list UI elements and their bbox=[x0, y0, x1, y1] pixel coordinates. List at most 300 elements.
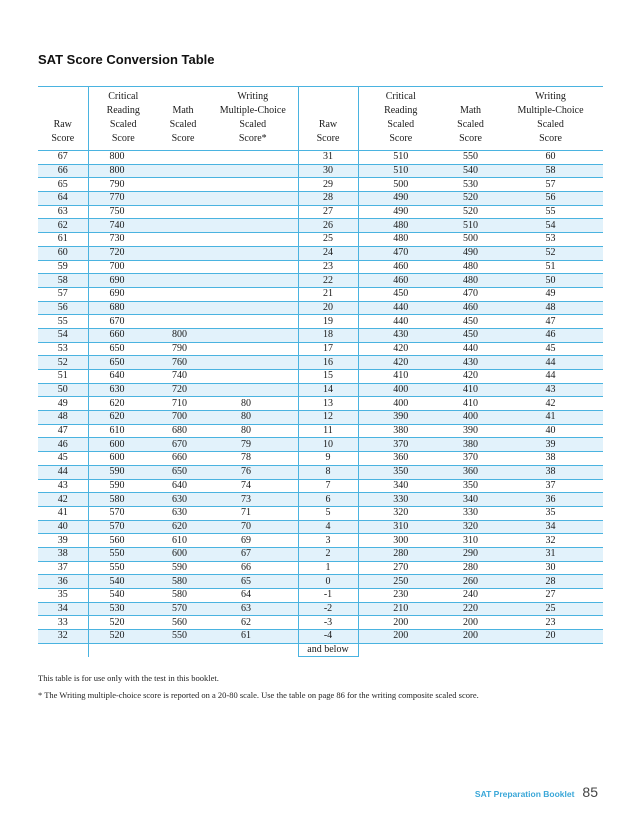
header-line: Raw bbox=[53, 119, 72, 130]
writing-score-cell: 78 bbox=[208, 452, 298, 466]
critical-reading-score-right-cell: 380 bbox=[358, 424, 443, 438]
raw-score-cell: 50 bbox=[38, 383, 88, 397]
raw-score-right-cell: 22 bbox=[298, 274, 358, 288]
header-line: Multiple-Choice bbox=[517, 105, 584, 116]
raw-score-cell: 43 bbox=[38, 479, 88, 493]
critical-reading-score-right-cell: 200 bbox=[358, 630, 443, 644]
writing-score-cell bbox=[208, 219, 298, 233]
writing-score-right-cell: 20 bbox=[498, 630, 603, 644]
writing-score-cell: 80 bbox=[208, 411, 298, 425]
writing-score-cell: 79 bbox=[208, 438, 298, 452]
raw-score-right-cell: 9 bbox=[298, 452, 358, 466]
math-score-cell: 580 bbox=[158, 575, 208, 589]
raw-score-cell: 32 bbox=[38, 630, 88, 644]
critical-reading-score-cell: 560 bbox=[88, 534, 158, 548]
math-score-right-cell: 340 bbox=[443, 493, 498, 507]
writing-score-cell: 64 bbox=[208, 589, 298, 603]
critical-reading-score-cell: 540 bbox=[88, 575, 158, 589]
raw-score-right-cell: 8 bbox=[298, 465, 358, 479]
writing-score-right-cell: 32 bbox=[498, 534, 603, 548]
math-score-right-cell: 280 bbox=[443, 561, 498, 575]
table-row bbox=[38, 506, 603, 520]
math-score-cell: 670 bbox=[158, 438, 208, 452]
raw-score-cell: 57 bbox=[38, 287, 88, 301]
critical-reading-score-cell: 800 bbox=[88, 151, 158, 165]
math-score-right-cell: 430 bbox=[443, 356, 498, 370]
math-score-cell bbox=[158, 164, 208, 178]
table-body bbox=[38, 151, 603, 657]
critical-reading-score-cell: 590 bbox=[88, 465, 158, 479]
critical-reading-score-cell: 790 bbox=[88, 178, 158, 192]
math-score-right-cell: 410 bbox=[443, 397, 498, 411]
header-writing bbox=[208, 87, 298, 151]
writing-score-cell bbox=[208, 287, 298, 301]
raw-score-cell: 51 bbox=[38, 370, 88, 384]
table-row bbox=[38, 246, 603, 260]
raw-score-right-cell: 29 bbox=[298, 178, 358, 192]
critical-reading-score-right-cell: 230 bbox=[358, 589, 443, 603]
header-line: Scaled bbox=[387, 119, 415, 130]
header-line: Score bbox=[111, 133, 135, 144]
table-row bbox=[38, 479, 603, 493]
table-row bbox=[38, 589, 603, 603]
writing-score-cell: 65 bbox=[208, 575, 298, 589]
critical-reading-score-right-cell: 470 bbox=[358, 246, 443, 260]
writing-score-cell bbox=[208, 315, 298, 329]
raw-score-right-cell: 30 bbox=[298, 164, 358, 178]
critical-reading-score-cell: 620 bbox=[88, 411, 158, 425]
math-score-right-cell: 200 bbox=[443, 616, 498, 630]
writing-score-right-cell: 51 bbox=[498, 260, 603, 274]
critical-reading-score-right-cell: 420 bbox=[358, 342, 443, 356]
writing-score-right-cell: 28 bbox=[498, 575, 603, 589]
table-row bbox=[38, 328, 603, 342]
raw-score-right-cell: 4 bbox=[298, 520, 358, 534]
writing-score-cell bbox=[208, 383, 298, 397]
raw-score-cell: 65 bbox=[38, 178, 88, 192]
critical-reading-score-cell: 530 bbox=[88, 602, 158, 616]
math-score-right-cell: 470 bbox=[443, 287, 498, 301]
table-row bbox=[38, 575, 603, 589]
critical-reading-score-right-cell: 480 bbox=[358, 233, 443, 247]
writing-score-right-cell: 36 bbox=[498, 493, 603, 507]
math-score-right-cell: 350 bbox=[443, 479, 498, 493]
writing-score-right-cell: 58 bbox=[498, 164, 603, 178]
raw-score-cell: 63 bbox=[38, 205, 88, 219]
header-line: Score bbox=[539, 133, 562, 144]
writing-score-cell: 80 bbox=[208, 424, 298, 438]
header-line: Scaled bbox=[169, 119, 197, 130]
empty-cell bbox=[88, 643, 158, 657]
table-row bbox=[38, 205, 603, 219]
critical-reading-score-cell: 570 bbox=[88, 520, 158, 534]
math-score-cell: 660 bbox=[158, 452, 208, 466]
header-writing-right bbox=[498, 87, 603, 151]
math-score-right-cell: 450 bbox=[443, 315, 498, 329]
raw-score-right-cell: 31 bbox=[298, 151, 358, 165]
table-row bbox=[38, 383, 603, 397]
table-row bbox=[38, 465, 603, 479]
table-row bbox=[38, 370, 603, 384]
writing-score-right-cell: 56 bbox=[498, 192, 603, 206]
math-score-cell bbox=[158, 260, 208, 274]
raw-score-cell: 35 bbox=[38, 589, 88, 603]
writing-score-right-cell: 50 bbox=[498, 274, 603, 288]
writing-score-right-cell: 44 bbox=[498, 356, 603, 370]
table-header-row bbox=[38, 87, 603, 151]
math-score-cell: 580 bbox=[158, 589, 208, 603]
table-row bbox=[38, 452, 603, 466]
math-score-right-cell: 460 bbox=[443, 301, 498, 315]
raw-score-right-cell: 21 bbox=[298, 287, 358, 301]
header-line: Math bbox=[459, 105, 482, 116]
writing-score-cell bbox=[208, 233, 298, 247]
writing-score-cell bbox=[208, 328, 298, 342]
math-score-right-cell: 360 bbox=[443, 465, 498, 479]
raw-score-cell: 60 bbox=[38, 246, 88, 260]
math-score-cell: 630 bbox=[158, 506, 208, 520]
writing-score-cell: 71 bbox=[208, 506, 298, 520]
raw-score-cell: 36 bbox=[38, 575, 88, 589]
writing-score-cell bbox=[208, 164, 298, 178]
math-score-right-cell: 310 bbox=[443, 534, 498, 548]
critical-reading-score-right-cell: 490 bbox=[358, 192, 443, 206]
critical-reading-score-cell: 600 bbox=[88, 438, 158, 452]
empty-cell bbox=[443, 643, 498, 657]
writing-score-right-cell: 37 bbox=[498, 479, 603, 493]
raw-score-right-cell: 12 bbox=[298, 411, 358, 425]
table-row bbox=[38, 534, 603, 548]
raw-score-cell: 42 bbox=[38, 493, 88, 507]
math-score-right-cell: 480 bbox=[443, 260, 498, 274]
raw-score-right-cell: 17 bbox=[298, 342, 358, 356]
critical-reading-score-right-cell: 250 bbox=[358, 575, 443, 589]
math-score-right-cell: 450 bbox=[443, 328, 498, 342]
raw-score-right-cell: 10 bbox=[298, 438, 358, 452]
math-score-cell bbox=[158, 301, 208, 315]
raw-score-cell: 59 bbox=[38, 260, 88, 274]
writing-score-cell bbox=[208, 151, 298, 165]
critical-reading-score-right-cell: 370 bbox=[358, 438, 443, 452]
critical-reading-score-right-cell: 460 bbox=[358, 274, 443, 288]
raw-score-right-cell: 25 bbox=[298, 233, 358, 247]
raw-score-cell: 55 bbox=[38, 315, 88, 329]
math-score-cell: 570 bbox=[158, 602, 208, 616]
math-score-cell: 680 bbox=[158, 424, 208, 438]
critical-reading-score-right-cell: 270 bbox=[358, 561, 443, 575]
critical-reading-score-cell: 700 bbox=[88, 260, 158, 274]
critical-reading-score-right-cell: 510 bbox=[358, 151, 443, 165]
table-row bbox=[38, 602, 603, 616]
writing-score-right-cell: 23 bbox=[498, 616, 603, 630]
empty-cell bbox=[358, 643, 443, 657]
critical-reading-score-cell: 680 bbox=[88, 301, 158, 315]
writing-score-right-cell: 35 bbox=[498, 506, 603, 520]
raw-score-right-cell: -3 bbox=[298, 616, 358, 630]
writing-score-cell: 74 bbox=[208, 479, 298, 493]
critical-reading-score-cell: 620 bbox=[88, 397, 158, 411]
raw-score-cell: 56 bbox=[38, 301, 88, 315]
math-score-cell: 800 bbox=[158, 328, 208, 342]
header-line: Critical bbox=[385, 91, 416, 102]
math-score-cell: 760 bbox=[158, 356, 208, 370]
critical-reading-score-cell: 650 bbox=[88, 342, 158, 356]
table-row bbox=[38, 164, 603, 178]
writing-score-cell: 76 bbox=[208, 465, 298, 479]
writing-score-cell bbox=[208, 205, 298, 219]
table-row bbox=[38, 493, 603, 507]
table-row bbox=[38, 233, 603, 247]
empty-cell bbox=[208, 643, 298, 657]
critical-reading-score-cell: 750 bbox=[88, 205, 158, 219]
writing-score-right-cell: 55 bbox=[498, 205, 603, 219]
critical-reading-score-right-cell: 490 bbox=[358, 205, 443, 219]
math-score-right-cell: 260 bbox=[443, 575, 498, 589]
critical-reading-score-cell: 730 bbox=[88, 233, 158, 247]
math-score-right-cell: 500 bbox=[443, 233, 498, 247]
critical-reading-score-cell: 550 bbox=[88, 561, 158, 575]
writing-score-cell bbox=[208, 342, 298, 356]
writing-score-right-cell: 34 bbox=[498, 520, 603, 534]
raw-score-right-cell: 11 bbox=[298, 424, 358, 438]
critical-reading-score-cell: 720 bbox=[88, 246, 158, 260]
header-line: Raw bbox=[318, 119, 338, 130]
critical-reading-score-right-cell: 400 bbox=[358, 383, 443, 397]
raw-score-cell: 40 bbox=[38, 520, 88, 534]
math-score-cell: 700 bbox=[158, 411, 208, 425]
header-critical-reading bbox=[88, 87, 158, 151]
math-score-cell: 590 bbox=[158, 561, 208, 575]
critical-reading-score-cell: 520 bbox=[88, 616, 158, 630]
raw-score-cell: 47 bbox=[38, 424, 88, 438]
math-score-cell: 600 bbox=[158, 547, 208, 561]
raw-score-right-cell: 0 bbox=[298, 575, 358, 589]
raw-score-right-cell: 28 bbox=[298, 192, 358, 206]
table-row bbox=[38, 301, 603, 315]
writing-score-cell bbox=[208, 356, 298, 370]
raw-score-right-cell: 16 bbox=[298, 356, 358, 370]
math-score-right-cell: 380 bbox=[443, 438, 498, 452]
raw-score-cell: 49 bbox=[38, 397, 88, 411]
writing-score-right-cell: 47 bbox=[498, 315, 603, 329]
page-footer bbox=[475, 784, 598, 800]
raw-score-right-cell: 14 bbox=[298, 383, 358, 397]
header-raw-score-right bbox=[298, 87, 358, 151]
math-score-right-cell: 220 bbox=[443, 602, 498, 616]
writing-score-cell bbox=[208, 274, 298, 288]
page-number: 85 bbox=[582, 784, 598, 800]
math-score-right-cell: 400 bbox=[443, 411, 498, 425]
critical-reading-score-right-cell: 200 bbox=[358, 616, 443, 630]
table-row bbox=[38, 219, 603, 233]
writing-score-right-cell: 38 bbox=[498, 465, 603, 479]
raw-score-cell: 66 bbox=[38, 164, 88, 178]
math-score-cell: 640 bbox=[158, 479, 208, 493]
writing-score-right-cell: 48 bbox=[498, 301, 603, 315]
math-score-right-cell: 520 bbox=[443, 205, 498, 219]
table-row bbox=[38, 192, 603, 206]
raw-score-right-cell: 24 bbox=[298, 246, 358, 260]
header-math bbox=[158, 87, 208, 151]
critical-reading-score-right-cell: 410 bbox=[358, 370, 443, 384]
raw-score-right-cell: 20 bbox=[298, 301, 358, 315]
header-line: Multiple-Choice bbox=[219, 105, 286, 116]
table-row bbox=[38, 561, 603, 575]
math-score-cell: 720 bbox=[158, 383, 208, 397]
writing-score-cell bbox=[208, 301, 298, 315]
writing-score-right-cell: 54 bbox=[498, 219, 603, 233]
raw-score-right-cell: 26 bbox=[298, 219, 358, 233]
writing-score-right-cell: 43 bbox=[498, 383, 603, 397]
writing-score-cell bbox=[208, 370, 298, 384]
header-line: Score* bbox=[238, 133, 267, 144]
header-line: Writing bbox=[237, 91, 269, 102]
math-score-cell bbox=[158, 219, 208, 233]
header-raw-score bbox=[38, 87, 88, 151]
math-score-right-cell: 240 bbox=[443, 589, 498, 603]
raw-score-cell: 41 bbox=[38, 506, 88, 520]
writing-score-cell: 80 bbox=[208, 397, 298, 411]
header-line: Reading bbox=[106, 105, 140, 116]
raw-score-cell: 52 bbox=[38, 356, 88, 370]
raw-score-right-cell: 6 bbox=[298, 493, 358, 507]
math-score-cell bbox=[158, 274, 208, 288]
writing-score-right-cell: 40 bbox=[498, 424, 603, 438]
math-score-right-cell: 290 bbox=[443, 547, 498, 561]
writing-score-right-cell: 44 bbox=[498, 370, 603, 384]
header-line: Reading bbox=[384, 105, 418, 116]
math-score-cell: 630 bbox=[158, 493, 208, 507]
and-below-label: and below bbox=[298, 643, 358, 657]
table-row-and-below bbox=[38, 643, 603, 657]
table-row bbox=[38, 287, 603, 301]
critical-reading-score-right-cell: 510 bbox=[358, 164, 443, 178]
critical-reading-score-cell: 800 bbox=[88, 164, 158, 178]
raw-score-right-cell: 27 bbox=[298, 205, 358, 219]
writing-score-right-cell: 41 bbox=[498, 411, 603, 425]
raw-score-right-cell: 15 bbox=[298, 370, 358, 384]
empty-cell bbox=[38, 643, 88, 657]
raw-score-cell: 61 bbox=[38, 233, 88, 247]
math-score-right-cell: 530 bbox=[443, 178, 498, 192]
critical-reading-score-cell: 650 bbox=[88, 356, 158, 370]
table-row bbox=[38, 520, 603, 534]
math-score-cell bbox=[158, 246, 208, 260]
math-score-cell bbox=[158, 178, 208, 192]
math-score-right-cell: 480 bbox=[443, 274, 498, 288]
critical-reading-score-right-cell: 440 bbox=[358, 315, 443, 329]
math-score-right-cell: 320 bbox=[443, 520, 498, 534]
table-row bbox=[38, 438, 603, 452]
writing-score-right-cell: 52 bbox=[498, 246, 603, 260]
header-line: Writing bbox=[535, 91, 566, 102]
math-score-cell bbox=[158, 151, 208, 165]
critical-reading-score-right-cell: 440 bbox=[358, 301, 443, 315]
math-score-right-cell: 550 bbox=[443, 151, 498, 165]
critical-reading-score-right-cell: 330 bbox=[358, 493, 443, 507]
critical-reading-score-right-cell: 210 bbox=[358, 602, 443, 616]
table-row bbox=[38, 397, 603, 411]
table-row bbox=[38, 411, 603, 425]
writing-score-cell bbox=[208, 246, 298, 260]
math-score-right-cell: 370 bbox=[443, 452, 498, 466]
critical-reading-score-right-cell: 430 bbox=[358, 328, 443, 342]
critical-reading-score-right-cell: 300 bbox=[358, 534, 443, 548]
header-critical-reading-right bbox=[358, 87, 443, 151]
raw-score-cell: 58 bbox=[38, 274, 88, 288]
math-score-cell bbox=[158, 233, 208, 247]
critical-reading-score-right-cell: 450 bbox=[358, 287, 443, 301]
writing-score-cell: 63 bbox=[208, 602, 298, 616]
header-line: Scaled bbox=[537, 119, 564, 130]
raw-score-cell: 64 bbox=[38, 192, 88, 206]
writing-score-right-cell: 53 bbox=[498, 233, 603, 247]
usage-note: This table is for use only with the test in this booklet. bbox=[38, 673, 219, 683]
math-score-cell bbox=[158, 315, 208, 329]
writing-score-cell: 70 bbox=[208, 520, 298, 534]
critical-reading-score-cell: 740 bbox=[88, 219, 158, 233]
critical-reading-score-cell: 550 bbox=[88, 547, 158, 561]
critical-reading-score-right-cell: 360 bbox=[358, 452, 443, 466]
math-score-right-cell: 540 bbox=[443, 164, 498, 178]
table-row bbox=[38, 356, 603, 370]
header-math-right bbox=[443, 87, 498, 151]
math-score-cell: 610 bbox=[158, 534, 208, 548]
table-row bbox=[38, 630, 603, 644]
critical-reading-score-right-cell: 460 bbox=[358, 260, 443, 274]
writing-score-cell: 66 bbox=[208, 561, 298, 575]
writing-score-right-cell: 27 bbox=[498, 589, 603, 603]
math-score-cell: 790 bbox=[158, 342, 208, 356]
math-score-right-cell: 510 bbox=[443, 219, 498, 233]
writing-score-right-cell: 39 bbox=[498, 438, 603, 452]
table-row bbox=[38, 547, 603, 561]
math-score-right-cell: 200 bbox=[443, 630, 498, 644]
raw-score-right-cell: -1 bbox=[298, 589, 358, 603]
raw-score-right-cell: 7 bbox=[298, 479, 358, 493]
writing-score-right-cell: 25 bbox=[498, 602, 603, 616]
raw-score-right-cell: -4 bbox=[298, 630, 358, 644]
score-conversion-table bbox=[38, 86, 603, 657]
critical-reading-score-cell: 540 bbox=[88, 589, 158, 603]
header-line: Score bbox=[51, 133, 75, 144]
math-score-right-cell: 490 bbox=[443, 246, 498, 260]
writing-score-right-cell: 31 bbox=[498, 547, 603, 561]
writing-score-right-cell: 60 bbox=[498, 151, 603, 165]
critical-reading-score-cell: 610 bbox=[88, 424, 158, 438]
critical-reading-score-cell: 640 bbox=[88, 370, 158, 384]
raw-score-cell: 54 bbox=[38, 328, 88, 342]
header-line: Score bbox=[171, 133, 195, 144]
writing-score-cell: 73 bbox=[208, 493, 298, 507]
critical-reading-score-cell: 580 bbox=[88, 493, 158, 507]
writing-score-right-cell: 30 bbox=[498, 561, 603, 575]
critical-reading-score-right-cell: 340 bbox=[358, 479, 443, 493]
math-score-right-cell: 390 bbox=[443, 424, 498, 438]
empty-cell bbox=[158, 643, 208, 657]
math-score-cell: 650 bbox=[158, 465, 208, 479]
writing-score-cell: 67 bbox=[208, 547, 298, 561]
table-row bbox=[38, 342, 603, 356]
raw-score-right-cell: 18 bbox=[298, 328, 358, 342]
raw-score-cell: 38 bbox=[38, 547, 88, 561]
critical-reading-score-right-cell: 400 bbox=[358, 397, 443, 411]
page-title: SAT Score Conversion Table bbox=[38, 52, 215, 67]
writing-score-cell bbox=[208, 178, 298, 192]
header-line: Scaled bbox=[457, 119, 484, 130]
writing-score-right-cell: 38 bbox=[498, 452, 603, 466]
math-score-right-cell: 330 bbox=[443, 506, 498, 520]
